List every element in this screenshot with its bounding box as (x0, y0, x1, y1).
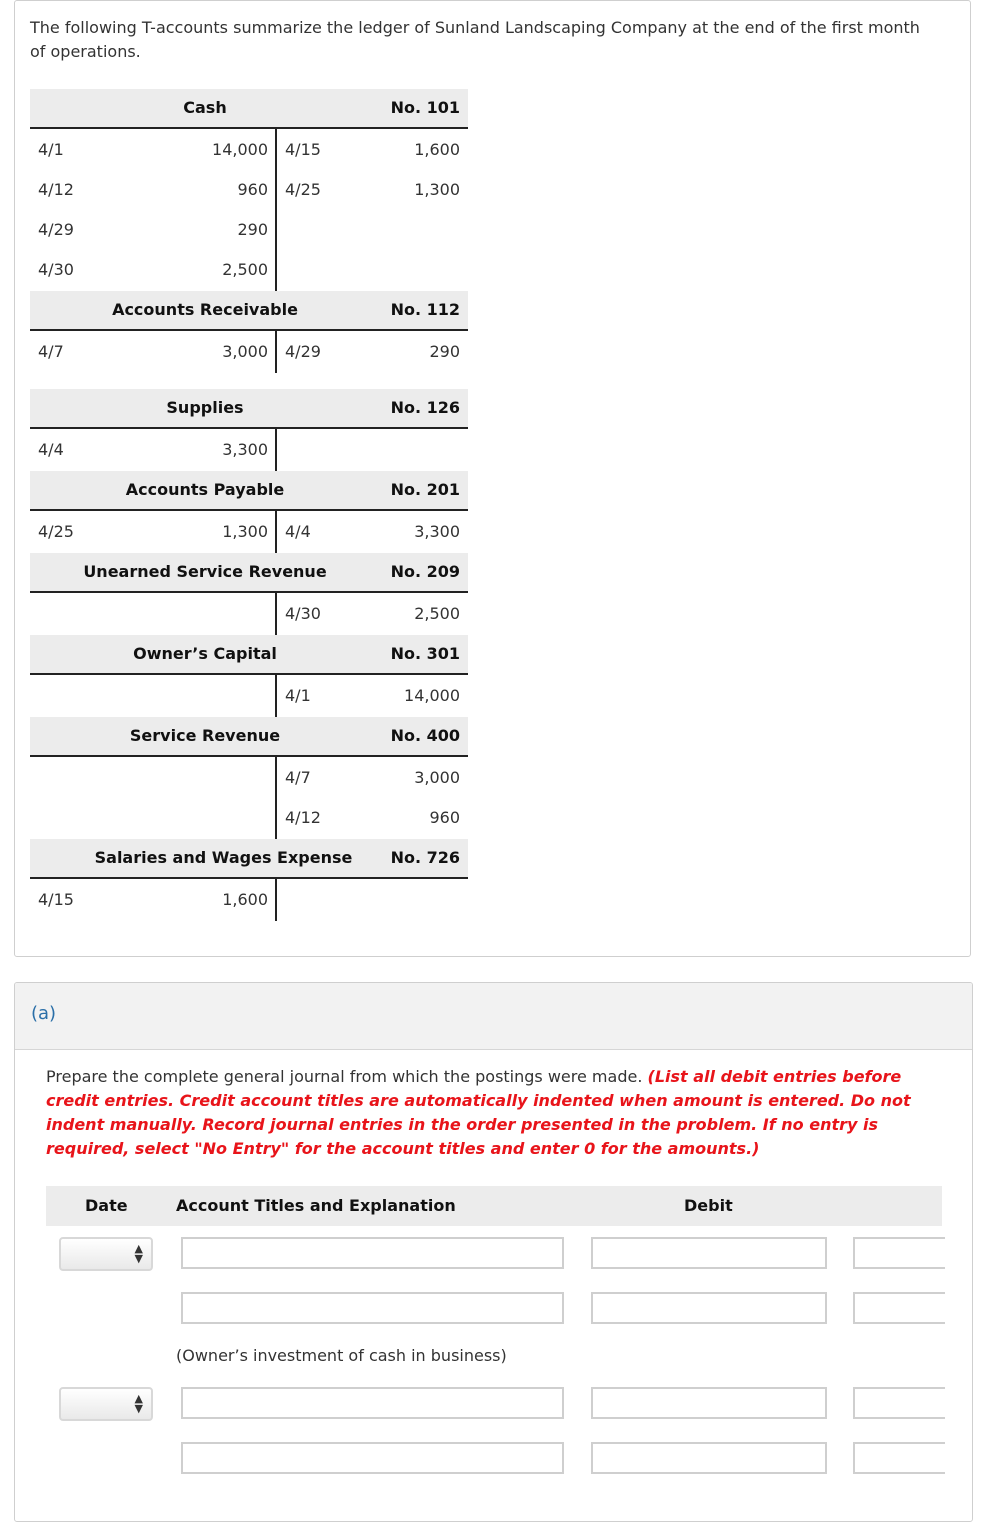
credit-amount: 14,000 (404, 686, 460, 705)
account-number: No. 726 (390, 848, 460, 867)
account-name: Accounts Payable (125, 480, 285, 499)
credit-date: 4/1 (285, 686, 311, 705)
credit-input[interactable] (853, 1442, 945, 1474)
t-account-supplies (30, 389, 468, 471)
t-vertical-line (275, 331, 277, 373)
account-name: Salaries and Wages Expense (94, 848, 353, 867)
credit-input[interactable] (853, 1387, 945, 1419)
entry-explanation: (Owner’s investment of cash in business) (176, 1346, 507, 1365)
debit-amount: 3,000 (222, 342, 268, 361)
account-column-header: Account Titles and Explanation (176, 1196, 456, 1215)
account-title-input[interactable] (181, 1442, 564, 1474)
credit-amount: 2,500 (414, 604, 460, 623)
date-column-header: Date (85, 1196, 128, 1215)
t-vertical-line (275, 757, 277, 839)
journal-header (46, 1186, 942, 1226)
credit-date: 4/7 (285, 768, 311, 787)
credit-input[interactable] (853, 1237, 945, 1269)
t-account-owners-capital (30, 635, 468, 717)
credit-date: 4/12 (285, 808, 321, 827)
t-vertical-line (275, 429, 277, 471)
t-account-service-revenue (30, 717, 468, 839)
account-number: No. 209 (390, 562, 460, 581)
t-vertical-line (275, 511, 277, 553)
select-arrows-icon: ▲ ▼ (134, 1242, 143, 1265)
debit-amount: 1,600 (222, 890, 268, 909)
debit-date: 4/25 (38, 522, 74, 541)
date-select[interactable] (59, 1237, 153, 1271)
account-name: Supplies (166, 398, 244, 417)
debit-date: 4/30 (38, 260, 74, 279)
t-account-header (30, 553, 468, 593)
credit-input[interactable] (853, 1292, 945, 1324)
credit-amount: 1,300 (414, 180, 460, 199)
date-select[interactable] (59, 1387, 153, 1421)
t-vertical-line (275, 129, 277, 291)
t-account-header (30, 839, 468, 879)
debit-column-header: Debit (684, 1196, 733, 1215)
debit-date: 4/15 (38, 890, 74, 909)
debit-date: 4/12 (38, 180, 74, 199)
t-account-header (30, 291, 468, 331)
account-number: No. 101 (390, 98, 460, 117)
t-account-unearned-service-revenue (30, 553, 468, 635)
account-name: Accounts Receivable (112, 300, 298, 319)
credit-amount: 3,000 (414, 768, 460, 787)
account-name: Cash (183, 98, 227, 117)
debit-date: 4/29 (38, 220, 74, 239)
credit-amount: 1,600 (414, 140, 460, 159)
t-account-header (30, 471, 468, 511)
part-a-header (15, 983, 972, 1050)
credit-date: 4/25 (285, 180, 321, 199)
account-number: No. 126 (390, 398, 460, 417)
debit-date: 4/4 (38, 440, 64, 459)
instruction-note: (List all debit entries before credit entries. Credit account titles are automatically indented when amount is entered. Do not indent manually. Record journal entries in the order presented in the problem. If no entry is required, select "No Entry" for the account titles and enter 0 for the amounts.) (46, 1067, 911, 1158)
debit-date: 4/1 (38, 140, 64, 159)
debit-amount: 14,000 (212, 140, 268, 159)
select-arrows-icon: ▲ ▼ (134, 1392, 143, 1415)
account-name: Service Revenue (129, 726, 281, 745)
debit-input[interactable] (591, 1292, 827, 1324)
credit-date: 4/15 (285, 140, 321, 159)
account-number: No. 301 (390, 644, 460, 663)
account-title-input[interactable] (181, 1237, 564, 1269)
t-vertical-line (275, 675, 277, 717)
account-title-input[interactable] (181, 1387, 564, 1419)
account-name: Unearned Service Revenue (83, 562, 327, 581)
instruction-text: Prepare the complete general journal from which the postings were made. (46, 1067, 643, 1086)
credit-amount: 3,300 (414, 522, 460, 541)
credit-amount: 960 (429, 808, 460, 827)
credit-amount: 290 (429, 342, 460, 361)
t-account-header (30, 389, 468, 429)
t-vertical-line (275, 879, 277, 921)
account-number: No. 400 (390, 726, 460, 745)
debit-amount: 1,300 (222, 522, 268, 541)
t-account-header (30, 635, 468, 675)
t-account-header (30, 717, 468, 757)
part-label: (a) (31, 1003, 57, 1024)
t-account-salaries-wages-expense (30, 839, 468, 921)
debit-amount: 960 (237, 180, 268, 199)
debit-input[interactable] (591, 1387, 827, 1419)
t-account-header (30, 89, 468, 129)
account-title-input[interactable] (181, 1292, 564, 1324)
debit-amount: 2,500 (222, 260, 268, 279)
debit-date: 4/7 (38, 342, 64, 361)
t-account-accounts-payable (30, 471, 468, 553)
t-vertical-line (275, 593, 277, 635)
intro-text: The following T-accounts summarize the ledger of Sunland Landscaping Company at the end of the first month of operations. (30, 18, 920, 61)
account-number: No. 112 (390, 300, 460, 319)
t-account-accounts-receivable (30, 291, 468, 373)
account-number: No. 201 (390, 480, 460, 499)
account-name: Owner’s Capital (133, 644, 277, 663)
debit-input[interactable] (591, 1442, 827, 1474)
credit-date: 4/30 (285, 604, 321, 623)
debit-amount: 290 (237, 220, 268, 239)
debit-amount: 3,300 (222, 440, 268, 459)
t-account-cash (30, 89, 468, 291)
instructions (46, 1065, 946, 1161)
credit-date: 4/4 (285, 522, 311, 541)
credit-date: 4/29 (285, 342, 321, 361)
debit-input[interactable] (591, 1237, 827, 1269)
